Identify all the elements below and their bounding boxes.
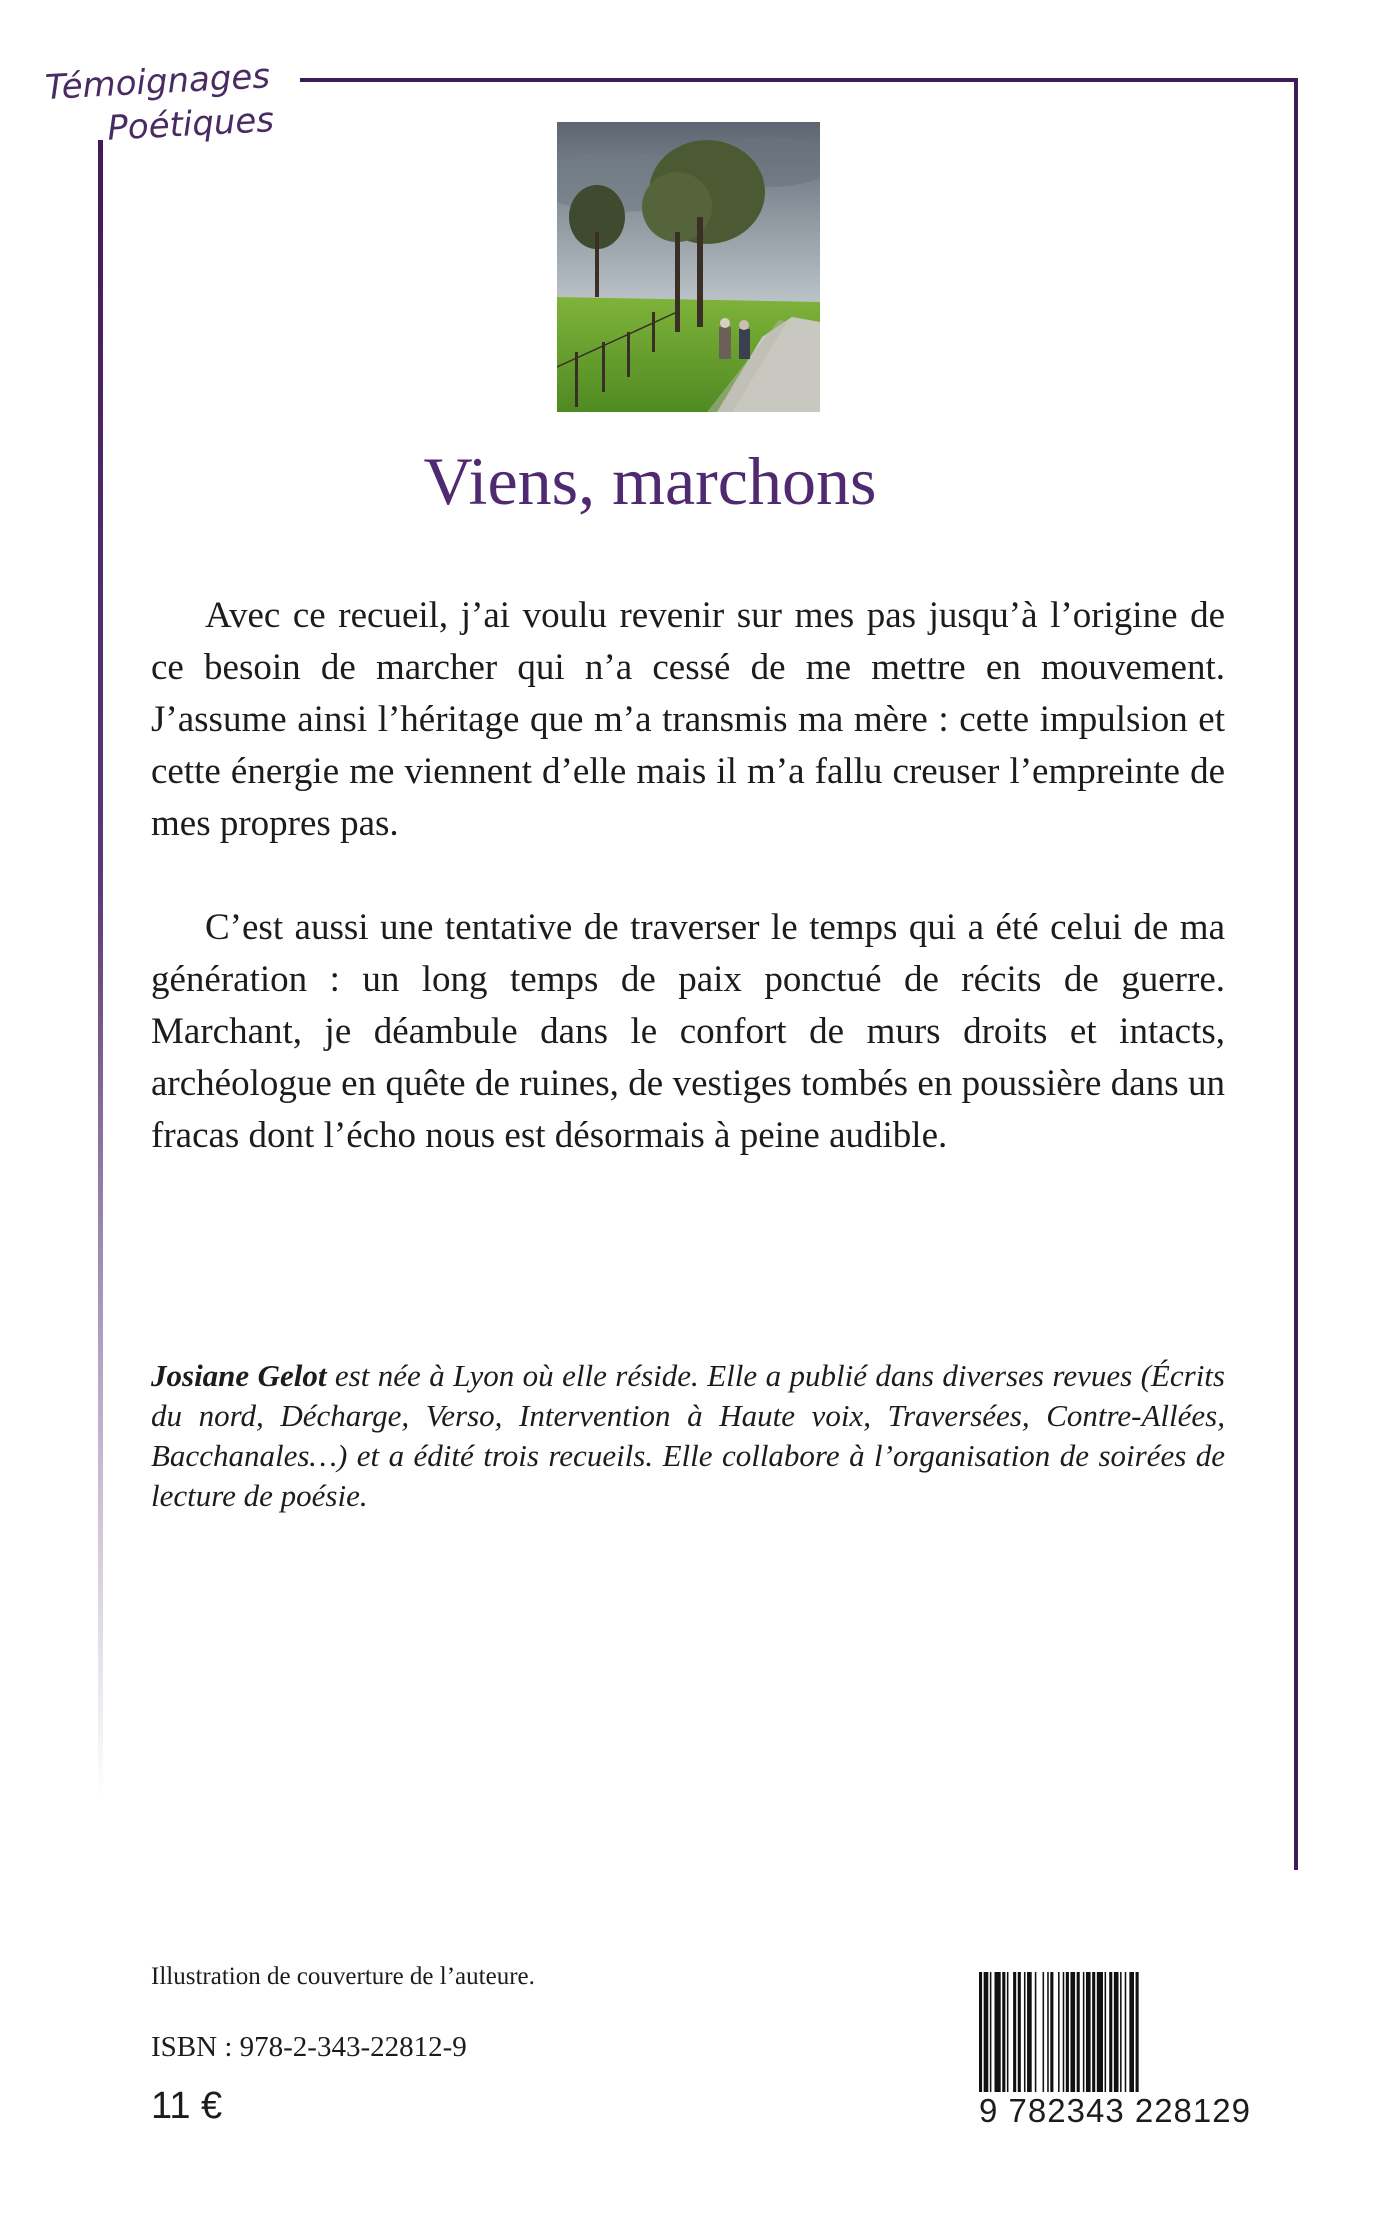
barcode-bar <box>1013 1972 1016 2092</box>
barcode-bar <box>1070 1972 1075 2092</box>
barcode-bar <box>1043 1972 1045 2092</box>
barcode-bar <box>1058 1972 1060 2092</box>
barcode-bar <box>1002 1972 1005 2092</box>
barcode-bar <box>1109 1972 1112 2092</box>
illustration-credit: Illustration de couverture de l’auteure. <box>151 1963 535 1990</box>
frame-top-rule <box>300 78 1298 82</box>
author-bio <box>151 1356 1225 1516</box>
price: 11 € <box>151 2085 223 2127</box>
barcode-bar <box>995 1972 1001 2092</box>
barcode-bar <box>984 1972 989 2092</box>
barcode-bar <box>1105 1972 1107 2092</box>
isbn: ISBN : 978-2-343-22812-9 <box>151 2031 467 2063</box>
barcode-bar <box>1092 1972 1095 2092</box>
blurb-paragraph-1: Avec ce recueil, j’ai voulu revenir sur mes pas jusqu’à l’origine de ce besoin de marcher qui n’a cessé de me mettre en mouvement. J’assume ainsi l’héritage que m’a transmis ma mère : cette impulsion et cette énergie me viennent d’elle mais il m’a fallu creuser l’empreinte de mes propres pas. <box>151 595 1225 844</box>
blurb-paragraph-2: C’est aussi une tentative de traverser le temps qui a été celui de ma génération : un long temps de paix ponctué de récits de guerre. Marchant, je déambule dans le confort de murs droits et intacts, archéologue en quête de ruines, de vestiges tombés en poussière dans un fracas dont l’écho nous est désormais à peine audible. <box>151 907 1225 1156</box>
barcode-bar <box>1077 1972 1080 2092</box>
author-bio-text: est née à Lyon où elle réside. Elle a publié dans diverses revues (Écrits du nord, Décharge, Verso, Intervention à Haute voix, Traversées, Contre-Allées, Bacchanales…) et a édité trois recueils. Elle collabore à l’organisation de soirées de lecture de poésie. <box>151 1358 1225 1513</box>
barcode-number: 9 782343 228129 <box>975 2092 1255 2130</box>
barcode-bar <box>1066 1972 1069 2092</box>
series-name <box>44 53 288 153</box>
frame-right-rule <box>1294 78 1298 1870</box>
barcode-bar <box>1097 1972 1103 2092</box>
frame-left-rule <box>98 140 103 1800</box>
author-name: Josiane Gelot <box>151 1358 327 1393</box>
barcode-bar <box>1063 1972 1065 2092</box>
barcode-bar <box>1120 1972 1122 2092</box>
cover-photo <box>557 122 820 412</box>
barcode-bar <box>1047 1972 1049 2092</box>
blurb <box>151 590 1225 1162</box>
barcode-bar <box>1050 1972 1053 2092</box>
barcode-bar <box>1083 1972 1085 2092</box>
barcode-bar <box>1024 1972 1026 2092</box>
barcode-bar <box>990 1972 992 2092</box>
series-line-1: Témoignages <box>44 56 271 108</box>
barcode-bar <box>1027 1972 1032 2092</box>
barcode-bar <box>1125 1972 1127 2092</box>
barcode-bar <box>1018 1972 1021 2092</box>
barcode-bar <box>1136 1972 1139 2092</box>
barcode-bar <box>1035 1972 1037 2092</box>
series-line-2: Poétiques <box>106 100 275 149</box>
barcode-bar <box>1114 1972 1119 2092</box>
barcode-bar <box>1086 1972 1091 2092</box>
book-title: Viens, marchons <box>423 443 877 519</box>
barcode-bar <box>1129 1972 1134 2092</box>
barcode-bar <box>979 1972 982 2092</box>
barcode-bar <box>1007 1972 1009 2092</box>
